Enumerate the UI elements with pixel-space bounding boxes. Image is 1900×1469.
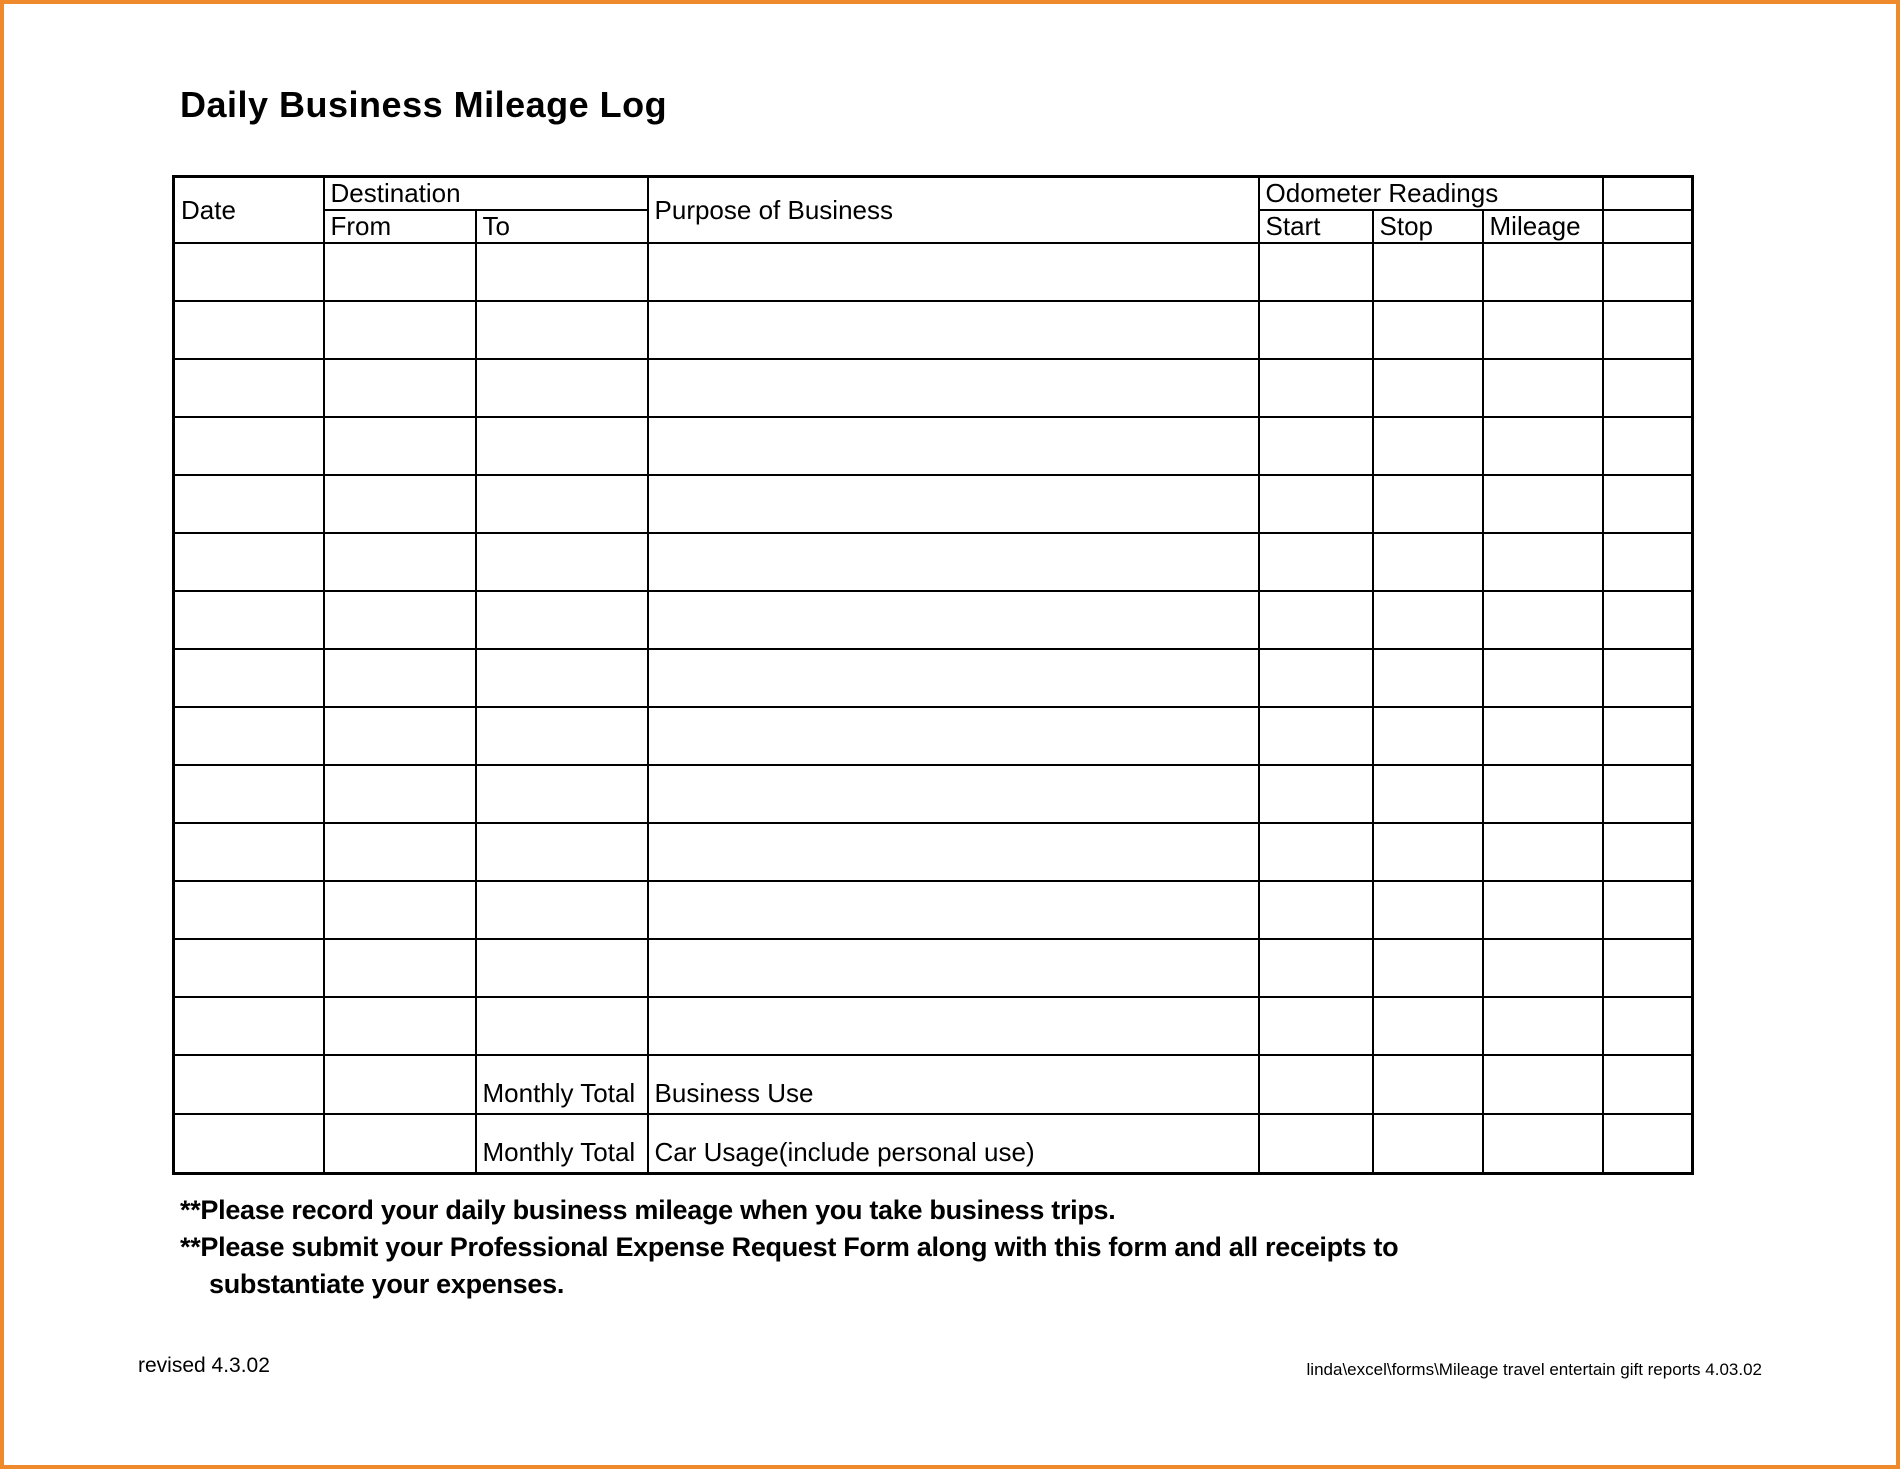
table-cell [1373,707,1483,765]
table-cell [476,417,648,475]
column-header-mileage: Mileage [1483,210,1603,243]
table-cell [1483,823,1603,881]
table-cell [1603,1114,1693,1173]
table-cell [648,533,1259,591]
table-cell [1373,881,1483,939]
table-cell [1483,1055,1603,1114]
table-cell [1603,475,1693,533]
table-cell [1603,765,1693,823]
column-header-blank-top [1603,177,1693,211]
table-cell [476,533,648,591]
table-cell [1483,417,1603,475]
table-cell [476,359,648,417]
table-cell [1603,243,1693,301]
page-title: Daily Business Mileage Log [180,84,668,125]
table-cell [324,1055,476,1114]
table-cell [1373,533,1483,591]
table-cell [648,649,1259,707]
table-cell [476,649,648,707]
table-cell [324,649,476,707]
monthly-total-label: Monthly Total [476,1114,648,1173]
table-cell [324,417,476,475]
table-cell [476,591,648,649]
table-cell [476,823,648,881]
table-cell [1259,417,1373,475]
table-cell [1483,359,1603,417]
table-cell [1603,359,1693,417]
table-cell [1603,939,1693,997]
instruction-notes [180,1192,1398,1303]
note-line-2: **Please submit your Professional Expense Request Form along with this form and all receipts to [180,1232,1399,1262]
table-cell [324,1114,476,1173]
table-cell [174,417,324,475]
table-cell [476,301,648,359]
table-row [174,591,1693,649]
monthly-total-row-business [174,1055,1693,1114]
table-cell [1483,939,1603,997]
table-cell [1603,417,1693,475]
table-cell [648,881,1259,939]
table-cell [1373,359,1483,417]
table-cell [1483,475,1603,533]
table-row [174,649,1693,707]
table-cell [1603,707,1693,765]
table-cell [1373,823,1483,881]
table-cell [1483,591,1603,649]
column-header-date: Date [174,177,324,244]
table-cell [1259,997,1373,1055]
table-cell [1373,243,1483,301]
table-cell [324,591,476,649]
table-row [174,823,1693,881]
column-header-stop: Stop [1373,210,1483,243]
table-cell [476,475,648,533]
table-cell [1603,997,1693,1055]
table-cell [648,823,1259,881]
table-cell [1603,591,1693,649]
table-cell [174,939,324,997]
table-cell [324,881,476,939]
table-cell [1603,1055,1693,1114]
table-cell [648,997,1259,1055]
table-cell [1259,359,1373,417]
table-cell [476,881,648,939]
table-cell [1259,533,1373,591]
table-cell [1603,823,1693,881]
table-cell [1259,243,1373,301]
table-cell [476,997,648,1055]
table-cell [1373,1114,1483,1173]
note-line-1: **Please record your daily business mileage when you take business trips. [180,1195,1116,1225]
table-cell [1603,301,1693,359]
table-row [174,939,1693,997]
table-row [174,243,1693,301]
note-line-3: substantiate your expenses. [209,1269,565,1299]
table-cell [1259,707,1373,765]
table-row [174,301,1693,359]
table-cell [1483,1114,1603,1173]
table-cell [648,765,1259,823]
table-cell [324,707,476,765]
monthly-total-description: Car Usage(include personal use) [648,1114,1259,1173]
table-cell [1259,1114,1373,1173]
table-cell [648,359,1259,417]
table-cell [1483,301,1603,359]
table-cell [1259,301,1373,359]
table-cell [648,301,1259,359]
monthly-total-row-car-usage [174,1114,1693,1173]
table-row [174,417,1693,475]
table-cell [476,939,648,997]
table-cell [324,939,476,997]
monthly-total-description: Business Use [648,1055,1259,1114]
table-cell [174,301,324,359]
table-header [174,177,1693,244]
table-cell [1483,649,1603,707]
table-cell [1483,881,1603,939]
table-cell [1373,591,1483,649]
table-cell [1483,997,1603,1055]
table-body [174,243,1693,1173]
table-cell [476,243,648,301]
column-header-purpose: Purpose of Business [648,177,1259,244]
table-cell [1259,765,1373,823]
table-cell [174,823,324,881]
table-cell [174,1114,324,1173]
table-cell [1259,881,1373,939]
table-cell [174,1055,324,1114]
table-row [174,881,1693,939]
column-header-from: From [324,210,476,243]
table-cell [648,939,1259,997]
table-cell [1259,1055,1373,1114]
table-cell [1373,649,1483,707]
table-cell [648,707,1259,765]
column-header-start: Start [1259,210,1373,243]
table-cell [1483,243,1603,301]
column-header-blank-bottom [1603,210,1693,243]
table-cell [174,243,324,301]
table-cell [174,533,324,591]
table-cell [1259,823,1373,881]
table-cell [324,475,476,533]
table-cell [324,301,476,359]
table-cell [324,533,476,591]
table-row [174,997,1693,1055]
table-cell [174,707,324,765]
table-cell [174,649,324,707]
table-cell [1373,417,1483,475]
table-cell [648,243,1259,301]
table-cell [1259,475,1373,533]
table-cell [1373,301,1483,359]
table-cell [324,243,476,301]
table-row [174,475,1693,533]
table-cell [174,475,324,533]
table-cell [648,475,1259,533]
table-row [174,533,1693,591]
table-cell [1373,765,1483,823]
table-cell [324,765,476,823]
table-cell [174,765,324,823]
table-cell [1373,475,1483,533]
table-cell [1373,997,1483,1055]
table-cell [648,591,1259,649]
table-cell [1483,765,1603,823]
mileage-log-table [172,175,1694,1175]
table-cell [1483,533,1603,591]
table-cell [1373,1055,1483,1114]
table-cell [324,823,476,881]
table-cell [174,359,324,417]
table-cell [1259,939,1373,997]
revision-note: revised 4.3.02 [138,1354,270,1377]
table-cell [1603,533,1693,591]
monthly-total-label: Monthly Total [476,1055,648,1114]
table-cell [1373,939,1483,997]
table-cell [324,997,476,1055]
table-cell [174,997,324,1055]
table-cell [174,881,324,939]
table-cell [1483,707,1603,765]
column-header-to: To [476,210,648,243]
file-path-note: linda\excel\forms\Mileage travel entertain gift reports 4.03.02 [1306,1360,1762,1379]
table-cell [1603,881,1693,939]
table-row [174,359,1693,417]
table-row [174,707,1693,765]
table-cell [476,765,648,823]
table-cell [174,591,324,649]
table-cell [1259,649,1373,707]
column-header-odometer: Odometer Readings [1259,177,1603,211]
header-row-1 [174,177,1693,211]
table-cell [1603,649,1693,707]
table-cell [1259,591,1373,649]
table-cell [324,359,476,417]
table-row [174,765,1693,823]
column-header-destination: Destination [324,177,648,211]
table-cell [648,417,1259,475]
table-cell [476,707,648,765]
